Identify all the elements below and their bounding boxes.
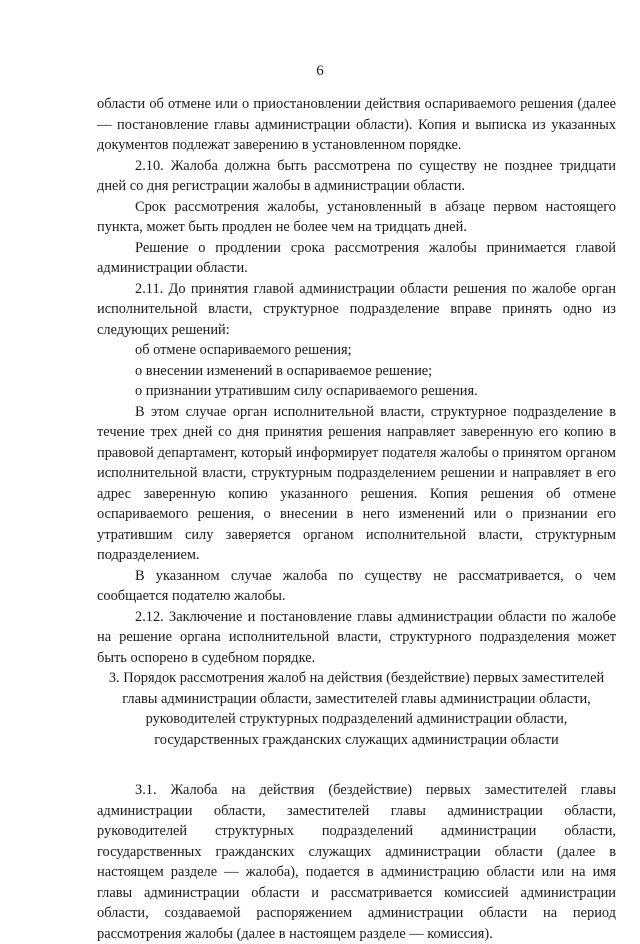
paragraph-3-1: 3.1. Жалоба на действия (бездействие) первых заместителей главы администрации области, заместителей главы администрации области, руководителей структурных подразделений администрации области, государственных гражданских служащих администрации области (далее в настоящем разделе — жалоба), подается в администрацию области или на имя главы администрации области и рассматривается комиссией администрации области, создаваемой распоряжением администрации области на период рассмотрения жалобы (далее в настоящем разделе — комиссия).: [97, 782, 616, 942]
list-item: об отмене оспариваемого решения;: [135, 342, 352, 358]
paragraph-2-10: 2.10. Жалоба должна быть рассмотрена по существу не позднее тридцати дней со дня регистрации жалобы в администрации области.: [97, 157, 616, 194]
section-gap: [97, 750, 616, 780]
paragraph-2-12: 2.12. Заключение и постановление главы администрации области по жалобе на решение органа исполнительной власти, структурного подразделения может быть оспорено в судебном порядке.: [97, 608, 616, 666]
list-item: о внесении изменений в оспариваемое решение;: [135, 362, 433, 379]
paragraph-not-considered: В указанном случае жалоба по существу не рассматривается, о чем сообщается подателю жалобы.: [97, 567, 616, 604]
paragraph-copy-procedure: В этом случае орган исполнительной власти, структурное подразделение в течение трех дней со дня принятия решения направляет заверенную его копию в правовой департамент, который информирует подателя жалобы о принятом органом исполнительной власти, структурным подразделением решении и направляет в его адрес заверенную копию указанного решения. Копия решения об отмене оспариваемого решения, о внесении в него изменений или о признании его утратившим силу заверяется органом исполнительной власти, структурным подразделением.: [97, 403, 616, 563]
section-3-title: 3. Порядок рассмотрения жалоб на действия (бездействие) первых заместителей главы администрации области, заместителей главы администрации области, руководителей структурных подразделений администрации области, государственных гражданских служащих администрации области: [108, 670, 605, 748]
paragraph-2-11: 2.11. До принятия главой администрации области решения по жалобе орган исполнительной власти, структурное подразделение вправе принять одно из следующих решений:: [97, 280, 616, 338]
paragraph-extension-decision: Решение о продлении срока рассмотрения жалобы принимается главой администрации области.: [97, 239, 616, 276]
document-body: [97, 94, 616, 944]
paragraph-continuation: области об отмене или о приостановлении действия оспариваемого решения (далее — постановление главы администрации области). Копия и выписка из указанных документов подлежат заверению в установленном порядке.: [97, 96, 616, 153]
paragraph-review-term: Срок рассмотрения жалобы, установленный в абзаце первом настоящего пункта, может быть продлен не более чем на тридцать дней.: [97, 198, 616, 235]
list-item: о признании утратившим силу оспариваемого решения.: [135, 383, 478, 399]
page-number: 6: [316, 63, 324, 79]
